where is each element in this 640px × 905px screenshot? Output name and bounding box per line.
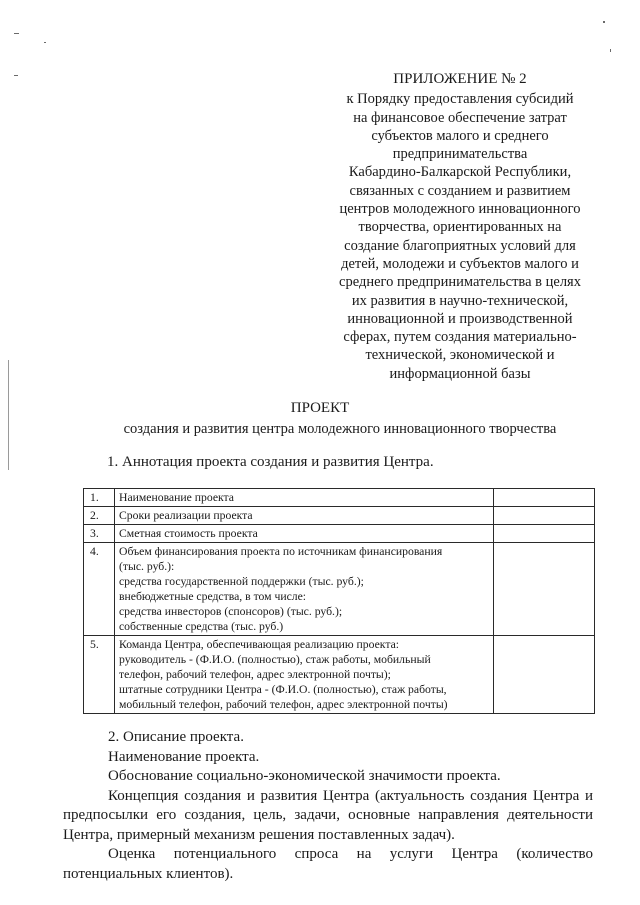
section2-paragraph: Наименование проекта. bbox=[108, 748, 260, 765]
section2-paragraph: Обоснование социально-экономической значимости проекта. bbox=[108, 768, 501, 784]
table-row bbox=[84, 525, 595, 543]
table-row bbox=[84, 489, 595, 507]
scan-speck bbox=[610, 49, 611, 52]
scan-speck bbox=[14, 75, 18, 76]
section2-heading: 2. Описание проекта. bbox=[108, 729, 244, 745]
row-number: 4. bbox=[84, 543, 115, 636]
appendix-text: к Порядку предоставления субсидий на финансовое обеспечение затрат субъектов малого и среднего предпринимательства Кабардино-Балкарской Республики, связанных с созданием и развитием центров молодежного инновационного творчества, ориентированных на создание благоприятных условий для детей, молодежи и субъектов малого и среднего предпринимательства в целях их развития в научно-технической, инновационной и производственной сферах, путем создания материально- технической, экономической и информационной базы bbox=[339, 91, 581, 382]
row-value bbox=[494, 636, 595, 714]
row-number: 5. bbox=[84, 636, 115, 714]
row-text: Объем финансирования проекта по источникам финансирования (тыс. руб.): средства государственной поддержки (тыс. руб.); внебюджетные средства, в том числе: средства инвесторов (спонсоров) (тыс. руб.); собственные средства (тыс. руб.) bbox=[115, 543, 494, 636]
row-text: Сроки реализации проекта bbox=[115, 507, 494, 525]
section2-paragraph: Оценка потенциального спроса на услуги Центра (количество потенциальных клиентов). bbox=[63, 846, 593, 882]
row-value bbox=[494, 507, 595, 525]
row-text: Наименование проекта bbox=[115, 489, 494, 507]
table-row bbox=[84, 636, 595, 714]
annotation-table bbox=[83, 488, 595, 714]
table-row bbox=[84, 507, 595, 525]
row-text: Сметная стоимость проекта bbox=[115, 525, 494, 543]
section1-heading: 1. Аннотация проекта создания и развития Центра. bbox=[107, 454, 434, 470]
row-value bbox=[494, 525, 595, 543]
row-value bbox=[494, 543, 595, 636]
row-number: 3. bbox=[84, 525, 115, 543]
appendix-block bbox=[300, 70, 620, 383]
scan-speck bbox=[603, 21, 605, 23]
section2-paragraph: Концепция создания и развития Центра (актуальность создания Центра и предпосылки его создания, цель, задачи, основные направления деятельности Центра, примерный механизм решения поставленных задач). bbox=[63, 787, 593, 843]
row-number: 1. bbox=[84, 489, 115, 507]
scan-speck bbox=[44, 42, 46, 43]
section2 bbox=[63, 728, 593, 884]
row-text: Команда Центра, обеспечивающая реализацию проекта: руководитель - (Ф.И.О. (полностью), стаж работы, мобильный телефон, рабочий телефон, адрес электронной почты); штатные сотрудники Центра - (Ф.И.О. (полностью), стаж работы, мобильный телефон, рабочий телефон, адрес электронной почты) bbox=[115, 636, 494, 714]
project-subtitle: создания и развития центра молодежного инновационного творчества bbox=[123, 421, 557, 437]
appendix-title: ПРИЛОЖЕНИЕ № 2 bbox=[393, 71, 527, 87]
row-number: 2. bbox=[84, 507, 115, 525]
project-title: ПРОЕКТ bbox=[290, 400, 350, 416]
table-row bbox=[84, 543, 595, 636]
row-value bbox=[494, 489, 595, 507]
scan-speck bbox=[14, 33, 19, 34]
